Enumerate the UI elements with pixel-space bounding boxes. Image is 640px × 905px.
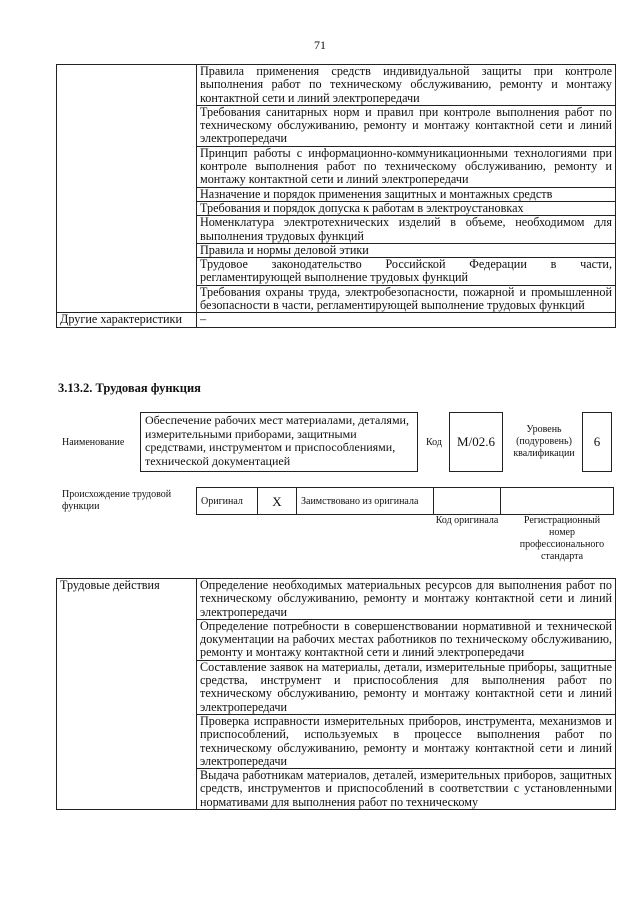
function-name-box: Обеспечение рабочих мест материалами, деталями, измерительными приборами, защитными средствами, инструментом и приспособлениями, технической документацией bbox=[140, 412, 418, 472]
knowledge-table bbox=[56, 64, 616, 328]
table-cell: Номенклатура электротехнических изделий в объеме, необходимом для выполнения трудовых функций bbox=[197, 216, 616, 244]
code-original-caption: Код оригинала bbox=[435, 515, 499, 526]
original-mark: X bbox=[258, 488, 297, 515]
origin-table bbox=[196, 487, 614, 515]
table-cell: Проверка исправности измерительных приборов, инструмента, механизмов и приспособлений, используемых в процессе выполнения работ по техническому обслуживанию, ремонту и монтажу контактной сети и линий электропередачи bbox=[197, 714, 616, 768]
table-cell: Определение потребности в совершенствовании нормативной и технической документации на рабочих местах работников по техническому обслуживанию, ремонту и монтажу контактной сети и линий электропередачи bbox=[197, 619, 616, 660]
table-cell: Выдача работникам материалов, деталей, измерительных приборов, защитных средств, инструментов и приспособлений в соответствии с установленными нормативами для выполнения работ по техническому bbox=[197, 769, 616, 810]
table-row bbox=[57, 65, 616, 106]
table-cell: Требования санитарных норм и правил при контроле выполнения работ по техническому обслуживанию, ремонту и монтажу контактной сети и линий электропередачи bbox=[197, 105, 616, 146]
table-cell: Правила применения средств индивидуальной защиты при контроле выполнения работ по техническому обслуживанию, ремонту и монтажу контактной сети и линий электропередачи bbox=[197, 65, 616, 106]
table-cell: Требования и порядок допуска к работам в электроустановках bbox=[197, 201, 616, 215]
table-row bbox=[57, 313, 616, 327]
code-box: M/02.6 bbox=[449, 412, 503, 472]
original-label: Оригинал bbox=[197, 488, 258, 515]
reg-number-caption: Регистрационный номер профессионального стандарта bbox=[519, 515, 605, 562]
table-cell: Назначение и порядок применения защитных и монтажных средств bbox=[197, 187, 616, 201]
level-box: 6 bbox=[582, 412, 612, 472]
labor-actions-table bbox=[56, 578, 616, 810]
code-label: Код bbox=[426, 437, 442, 448]
table-cell: Принцип работы с информационно-коммуникационными технологиями при контроле выполнения работ по техническому обслуживанию, ремонту и монтажу контактной сети и линий электропередачи bbox=[197, 146, 616, 187]
table-cell: Определение необходимых материальных ресурсов для выполнения работ по техническому обслуживанию, ремонту и монтажу контактной сети и линий электропередачи bbox=[197, 579, 616, 620]
reg-number-cell bbox=[501, 488, 614, 515]
table-row bbox=[57, 579, 616, 620]
page-number: 71 bbox=[314, 38, 326, 52]
table-cell: Требования охраны труда, электробезопасности, пожарной и промышленной безопасности в части, регламентирующей выполнение трудовых функций bbox=[197, 285, 616, 313]
table-cell: Правила и нормы деловой этики bbox=[197, 243, 616, 257]
name-label: Наименование bbox=[62, 437, 125, 448]
table-cell: Трудовое законодательство Российской Федерации в части, регламентирующей выполнение трудовых функций bbox=[197, 258, 616, 286]
code-original-cell bbox=[434, 488, 501, 515]
level-label: Уровень (подуровень) квалификации bbox=[513, 424, 575, 459]
borrowed-label: Заимствовано из оригинала bbox=[297, 488, 434, 515]
section-title: 3.13.2. Трудовая функция bbox=[58, 381, 201, 395]
labor-actions-label: Трудовые действия bbox=[57, 579, 197, 810]
origin-label: Происхождение трудовой функции bbox=[62, 489, 172, 512]
table-cell: Составление заявок на материалы, детали, измерительные приборы, защитные средства, инструмент и приспособления для выполнения работ по техническому обслуживанию, ремонту и монтажу контактной сети и линий электропередачи bbox=[197, 660, 616, 714]
empty-label-cell bbox=[57, 65, 197, 313]
other-characteristics-value: – bbox=[197, 313, 616, 327]
other-characteristics-label: Другие характеристики bbox=[57, 313, 197, 327]
